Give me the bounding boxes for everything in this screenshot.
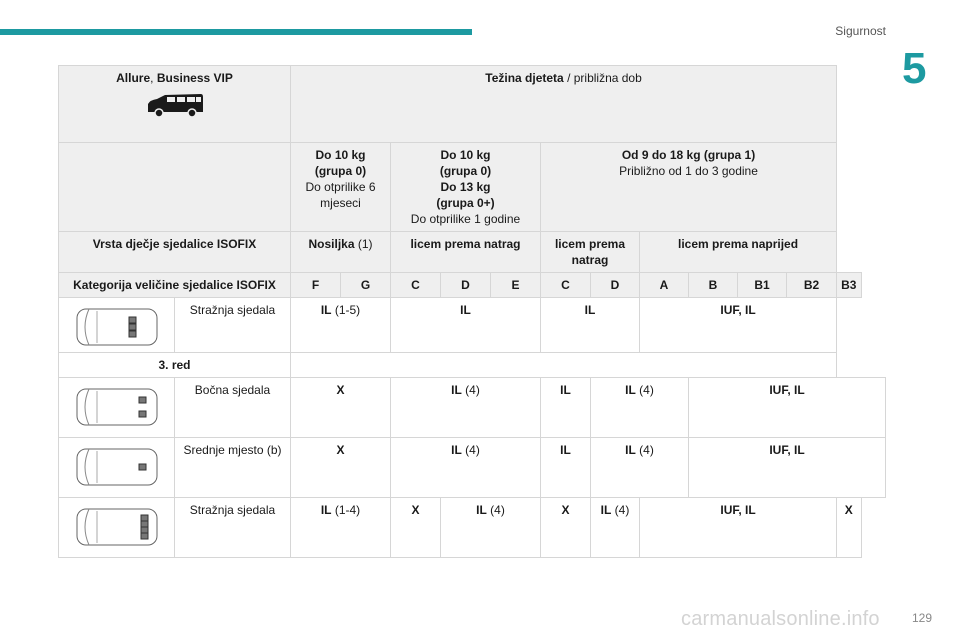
seat-type-label: Vrsta dječje sjedalice ISOFIX	[59, 232, 291, 273]
value: IL	[541, 438, 591, 498]
seat-icon-cell	[59, 298, 175, 353]
seat-diagram-icon	[75, 506, 159, 548]
seat-position-label: Stražnja sjedala	[175, 498, 291, 558]
size-category-label: Kategorija veličine sjedalice ISOFIX	[59, 273, 291, 298]
value: IL	[451, 443, 462, 457]
trim-sep: ,	[150, 71, 157, 85]
trim-label-2: Business VIP	[156, 71, 233, 85]
table-row	[59, 378, 886, 438]
table-row	[59, 143, 886, 232]
type-value: licem prema naprijed	[640, 232, 837, 273]
weight-cell	[291, 66, 837, 143]
group-name: (grupa 0)	[439, 164, 492, 178]
size-category: A	[640, 273, 689, 298]
value-note: (1-4)	[331, 503, 361, 517]
value-note: (1-5)	[331, 303, 361, 317]
value-cell	[391, 378, 541, 438]
size-category: B2	[787, 273, 837, 298]
size-category: D	[441, 273, 491, 298]
isofix-table	[58, 65, 886, 558]
type-cell	[291, 232, 391, 273]
group-name: (grupa 0)	[314, 164, 367, 178]
value-cell	[291, 498, 391, 558]
value: IL	[600, 503, 612, 517]
page-number: 129	[912, 611, 933, 625]
value-cell	[291, 298, 391, 353]
group-weight: Do 13 kg	[440, 180, 491, 194]
group-age: Približno od 1 do 3 godine	[619, 164, 758, 178]
empty-cell	[291, 353, 837, 378]
weight-subtitle: / približna dob	[563, 71, 642, 85]
size-category: B	[689, 273, 738, 298]
size-category: B1	[738, 273, 787, 298]
value: IUF, IL	[640, 298, 837, 353]
value: IL	[320, 303, 332, 317]
size-category: B3	[837, 273, 861, 298]
group0a-cell	[291, 143, 391, 232]
size-category: G	[341, 273, 391, 298]
table-row	[59, 498, 886, 558]
value: IL	[625, 383, 636, 397]
trim-cell	[59, 66, 291, 143]
value: IL	[391, 298, 541, 353]
group-weight: Do 10 kg	[315, 148, 366, 162]
size-category: F	[291, 273, 341, 298]
trim-label: Allure	[116, 71, 151, 85]
value: IUF, IL	[689, 378, 886, 438]
seat-position-label: Srednje mjesto (b)	[175, 438, 291, 498]
size-category: C	[541, 273, 591, 298]
value-note: (4)	[635, 383, 654, 397]
value: IL	[451, 383, 462, 397]
section-title: Sigurnost	[835, 24, 886, 38]
value-note: (4)	[486, 503, 505, 517]
empty-cell	[59, 143, 291, 232]
group-name: (grupa 0+)	[436, 196, 495, 210]
car-icon	[145, 90, 205, 120]
value-cell	[591, 498, 640, 558]
value: X	[391, 498, 441, 558]
group1-cell	[541, 143, 837, 232]
size-category: C	[391, 273, 441, 298]
value: IUF, IL	[640, 498, 837, 558]
third-row-label: 3. red	[59, 353, 291, 378]
type-value: Nosiljka	[308, 237, 355, 251]
group-weight: Od 9 do 18 kg (grupa 1)	[621, 148, 756, 162]
table-row	[59, 438, 886, 498]
value: X	[837, 498, 861, 558]
group-weight: Do 10 kg	[440, 148, 491, 162]
value-note: (4)	[461, 383, 480, 397]
table-row	[59, 232, 886, 273]
value-cell	[591, 438, 689, 498]
value: IUF, IL	[689, 438, 886, 498]
size-category: D	[591, 273, 640, 298]
type-value: licem prema natrag	[391, 232, 541, 273]
value: IL	[625, 443, 636, 457]
seat-icon-cell	[59, 378, 175, 438]
value-cell	[591, 378, 689, 438]
value: X	[291, 378, 391, 438]
chapter-number: 5	[902, 44, 927, 93]
top-accent-bar	[0, 29, 472, 35]
value: IL	[541, 298, 640, 353]
table-row	[59, 66, 886, 143]
value-note: (4)	[635, 443, 654, 457]
value: IL	[476, 503, 487, 517]
value-cell	[441, 498, 541, 558]
seat-diagram-icon	[75, 306, 159, 348]
value: IL	[320, 503, 332, 517]
table-row	[59, 298, 886, 353]
seat-position-label: Stražnja sjedala	[175, 298, 291, 353]
value-note: (4)	[461, 443, 480, 457]
seat-icon-cell	[59, 498, 175, 558]
value: X	[541, 498, 591, 558]
seat-diagram-icon	[75, 386, 159, 428]
group-age: Do otprilike 1 godine	[410, 212, 521, 226]
type-note: (1)	[354, 237, 373, 251]
type-value: licem prema natrag	[541, 232, 640, 273]
value-cell	[391, 438, 541, 498]
weight-title: Težina djeteta	[485, 71, 564, 85]
seat-diagram-icon	[75, 446, 159, 488]
value: IL	[541, 378, 591, 438]
group0b-cell	[391, 143, 541, 232]
watermark: carmanualsonline.info	[681, 608, 880, 630]
value-note: (4)	[611, 503, 630, 517]
table-row	[59, 273, 886, 298]
seat-icon-cell	[59, 438, 175, 498]
table-row	[59, 353, 886, 378]
seat-position-label: Bočna sjedala	[175, 378, 291, 438]
size-category: E	[491, 273, 541, 298]
value: X	[291, 438, 391, 498]
group-age: Do otprilike 6 mjeseci	[305, 180, 376, 210]
